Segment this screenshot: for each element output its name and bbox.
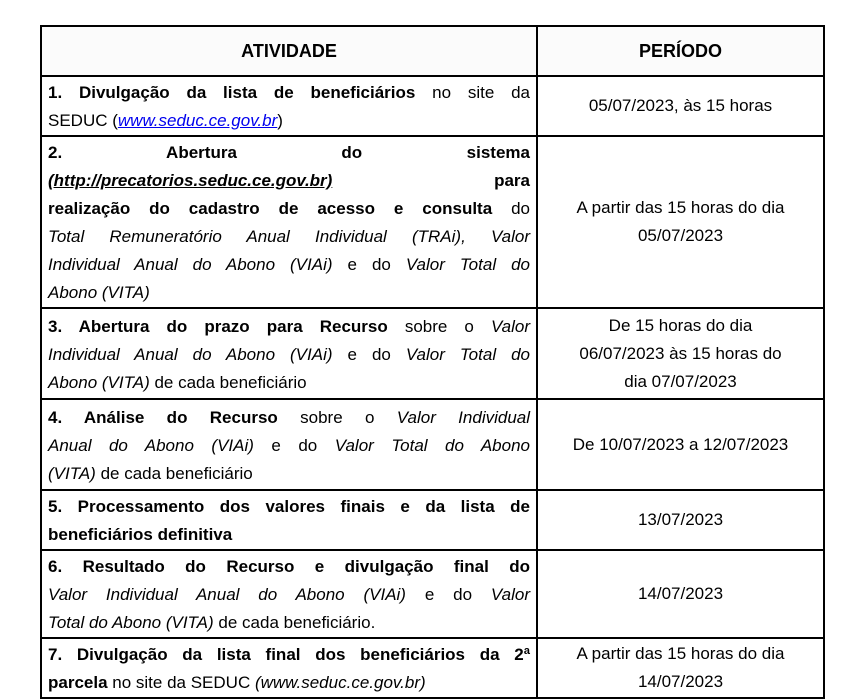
- text-segment: Abono (VITA): [48, 372, 150, 392]
- text-line: [48, 79, 530, 107]
- text-segment: Valor Total do: [405, 344, 530, 364]
- text-segment: para: [332, 171, 530, 190]
- text-segment: Valor Total do: [405, 255, 530, 274]
- text-line: [48, 493, 530, 521]
- text-segment: 1. Divulgação da lista de beneficiários: [48, 83, 416, 102]
- text-segment: Valor Total do Abono: [334, 435, 530, 455]
- periodo-cell: [537, 136, 824, 308]
- atividade-cell: [41, 308, 537, 399]
- text-segment: Individual Anual do Abono (VIAi): [48, 255, 333, 274]
- text-line: [48, 107, 530, 135]
- table-row: [41, 399, 824, 490]
- periodo-cell: [537, 308, 824, 399]
- periodo-text-line: 13/07/2023: [637, 510, 724, 529]
- text-line: [48, 460, 530, 488]
- periodo-text-line: 05/07/2023, às 15 horas: [588, 96, 773, 115]
- text-segment: (www.seduc.ce.gov.br): [254, 673, 426, 692]
- periodo-text-line: De 10/07/2023 a 12/07/2023: [572, 434, 789, 454]
- atividade-cell: [41, 638, 537, 698]
- text-segment: Valor Individual: [396, 407, 531, 427]
- text-segment: (http://precatorios.seduc.ce.gov.br): [48, 171, 333, 190]
- atividade-cell: [41, 550, 537, 638]
- text-line: [48, 669, 530, 697]
- text-segment: 3. Abertura do prazo para Recurso: [48, 316, 388, 336]
- text-line: [48, 223, 530, 251]
- text-segment: Individual Anual do Abono (VIAi): [48, 344, 333, 364]
- atividade-cell: [41, 136, 537, 308]
- text-line: [48, 139, 530, 167]
- text-line: [48, 609, 530, 637]
- table-row: [41, 76, 824, 136]
- text-line: [48, 279, 530, 307]
- text-segment: de cada beneficiário.: [213, 613, 376, 632]
- table-row: [41, 490, 824, 550]
- text-segment: parcela: [48, 673, 108, 692]
- text-segment: realização do cadastro de acesso e consulta: [48, 199, 493, 218]
- text-line: [48, 641, 530, 669]
- text-segment: 2. Abertura do sistema: [48, 143, 530, 162]
- text-line: [48, 553, 530, 581]
- periodo-text-line: dia 07/07/2023: [624, 371, 737, 391]
- text-segment: Valor: [490, 316, 530, 336]
- schedule-table-body: [41, 76, 824, 698]
- text-segment: beneficiários definitiva: [48, 525, 233, 544]
- periodo-cell: [537, 550, 824, 638]
- text-segment: de cada beneficiário: [95, 463, 253, 483]
- column-header-periodo: PERÍODO: [537, 26, 824, 76]
- periodo-cell: [537, 490, 824, 550]
- periodo-text-line: A partir das 15 horas do dia: [576, 198, 785, 217]
- text-segment: 6. Resultado do Recurso e divulgação final do: [48, 557, 530, 576]
- text-segment: no site da SEDUC: [107, 673, 255, 692]
- text-segment: de cada beneficiário: [149, 372, 307, 392]
- text-line: [48, 195, 530, 223]
- atividade-cell: [41, 76, 537, 136]
- text-segment: e do: [332, 344, 406, 364]
- table-row: [41, 136, 824, 308]
- periodo-text-line: 14/07/2023: [637, 584, 724, 603]
- atividade-cell: [41, 399, 537, 490]
- schedule-table-header: [41, 26, 824, 76]
- periodo-text-line: 06/07/2023 às 15 horas do: [579, 343, 782, 363]
- text-line: [48, 369, 530, 397]
- schedule-table: [40, 25, 825, 699]
- column-header-atividade: ATIVIDADE: [41, 26, 537, 76]
- periodo-text-line: De 15 horas do dia: [608, 315, 753, 335]
- text-segment: 5. Processamento dos valores finais e da lista de: [48, 497, 530, 516]
- text-segment: sobre o: [387, 316, 491, 336]
- text-line: [48, 432, 530, 460]
- text-segment: SEDUC (: [48, 111, 118, 130]
- atividade-cell: [41, 490, 537, 550]
- table-row: [41, 550, 824, 638]
- seduc-website-link[interactable]: www.seduc.ce.gov.br: [117, 111, 278, 130]
- text-segment: do: [492, 199, 530, 218]
- table-row: [41, 308, 824, 399]
- text-segment: (VITA): [48, 463, 96, 483]
- text-segment: e do: [253, 435, 335, 455]
- text-segment: no site da: [415, 83, 530, 102]
- periodo-cell: [537, 399, 824, 490]
- text-segment: Total Remuneratório Anual Individual (TRAi), Valor: [48, 227, 530, 246]
- text-line: [48, 581, 530, 609]
- text-line: [48, 404, 530, 432]
- periodo-cell: [537, 76, 824, 136]
- text-segment: Valor Individual Anual do Abono (VIAi): [48, 585, 406, 604]
- text-line: [48, 341, 530, 369]
- text-segment: e do: [332, 255, 406, 274]
- periodo-text-line: 14/07/2023: [637, 672, 724, 691]
- text-segment: Valor: [490, 585, 530, 604]
- text-line: [48, 251, 530, 279]
- text-segment: Anual do Abono (VIAi): [48, 435, 254, 455]
- periodo-cell: [537, 638, 824, 698]
- text-line: [48, 167, 530, 195]
- header-row: [41, 26, 824, 76]
- text-segment: sobre o: [277, 407, 397, 427]
- text-segment: ): [277, 111, 283, 130]
- text-line: [48, 521, 530, 549]
- table-row: [41, 638, 824, 698]
- text-segment: e do: [405, 585, 491, 604]
- text-line: [48, 313, 530, 341]
- text-segment: 4. Análise do Recurso: [48, 407, 278, 427]
- periodo-text-line: 05/07/2023: [637, 226, 724, 245]
- text-segment: Total do Abono (VITA): [48, 613, 214, 632]
- text-segment: 7. Divulgação da lista final dos beneficiários da 2ª: [48, 645, 530, 664]
- periodo-text-line: A partir das 15 horas do dia: [576, 644, 785, 663]
- text-segment: Abono (VITA): [48, 283, 150, 302]
